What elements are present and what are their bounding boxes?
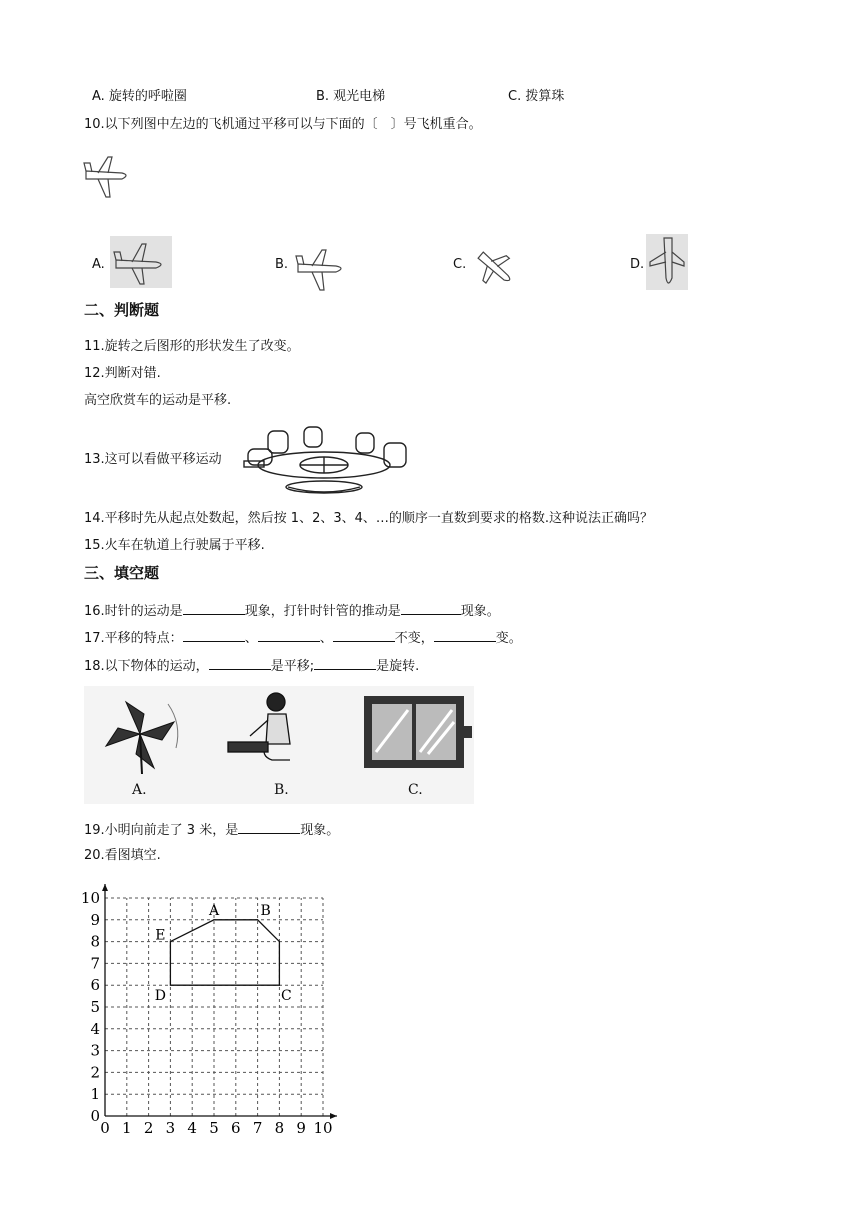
q17-part-a: 17.平移的特点：	[84, 631, 183, 646]
q10-text: 10.以下列图中左边的飞机通过平移可以与下面的〔 〕号飞机重合。	[84, 117, 482, 132]
point-label-c: C	[281, 988, 292, 1005]
airplane-option-d-icon	[646, 234, 688, 290]
section-2-title: 二、判断题	[84, 301, 160, 319]
q16-part-c: 现象。	[460, 604, 500, 619]
q20-text: 20.看图填空.	[84, 848, 161, 863]
airplane-option-a-icon	[110, 236, 172, 288]
y-tick-label: 0	[90, 1107, 100, 1125]
q16-part-b: 现象，打针时针管的推动是	[244, 604, 401, 619]
q17-blank-1[interactable]	[183, 629, 245, 642]
section-3-title: 三、填空题	[84, 564, 160, 582]
q10-option-a-label: A.	[92, 257, 105, 272]
x-tick-label: 6	[231, 1119, 241, 1137]
q11-text: 11.旋转之后图形的形状发生了改变。	[84, 339, 300, 354]
q17-part-c: 变。	[495, 631, 522, 646]
q14-text: 14.平移时先从起点处数起，然后按 1、2、3、4、…的顺序一直数到要求的格数.这种说法正确吗？	[84, 511, 654, 526]
y-tick-label: 5	[90, 998, 100, 1016]
pinwheel-icon	[98, 694, 184, 774]
x-tick-label: 9	[296, 1119, 306, 1137]
x-tick-label: 8	[274, 1119, 285, 1137]
q19-part-b: 现象。	[300, 823, 340, 838]
x-tick-label: 10	[313, 1119, 333, 1137]
y-tick-label: 1	[90, 1085, 100, 1104]
point-label-d: D	[154, 988, 167, 1005]
coordinate-grid-figure	[70, 874, 350, 1142]
q16-blank-1[interactable]	[183, 602, 245, 615]
x-tick-label: 7	[252, 1119, 263, 1137]
y-tick-label: 4	[90, 1019, 100, 1038]
q18-part-c: 是旋转.	[376, 659, 420, 674]
q17-blank-4[interactable]	[434, 629, 496, 642]
carousel-ride-icon	[238, 425, 410, 499]
x-tick-label: 5	[209, 1119, 219, 1137]
q18-part-a: 18.以下物体的运动，	[84, 659, 209, 674]
y-tick-label: 9	[90, 910, 100, 929]
y-tick-label: 7	[90, 954, 100, 973]
q18-figure-panel	[84, 686, 474, 804]
q13-text: 13.这可以看做平移运动	[84, 452, 222, 467]
q19	[84, 821, 339, 839]
x-tick-label: 2	[143, 1119, 154, 1137]
y-tick-label: 8	[90, 932, 100, 951]
q17-sep-1: 、	[244, 631, 258, 646]
point-label-e: E	[155, 927, 166, 944]
q15-text: 15.火车在轨道上行驶属于平移.	[84, 538, 265, 553]
q12-text: 12.判断对错.	[84, 366, 161, 381]
q16-part-a: 16.时针的运动是	[84, 604, 183, 619]
y-tick-label: 10	[80, 889, 100, 907]
point-label-b: B	[260, 902, 271, 919]
x-tick-label: 1	[122, 1119, 132, 1137]
q19-blank[interactable]	[238, 821, 300, 834]
x-tick-label: 4	[187, 1119, 197, 1137]
q18	[84, 657, 419, 675]
child-pushing-toy-icon	[224, 690, 314, 774]
airplane-option-b-icon	[294, 246, 350, 294]
q16	[84, 602, 500, 620]
q19-part-a: 19.小明向前走了 3 米，是	[84, 823, 239, 838]
q9-option-a: A. 旋转的呼啦圈	[92, 89, 187, 104]
q18-label-b: B.	[274, 782, 289, 798]
q9-option-b: B. 观光电梯	[316, 89, 386, 104]
q17-blank-2[interactable]	[258, 629, 320, 642]
x-tick-label: 0	[100, 1119, 110, 1137]
q12-subtext: 高空欣赏车的运动是平移.	[84, 393, 232, 408]
q18-label-a: A.	[132, 782, 147, 798]
q17-blank-3[interactable]	[333, 629, 395, 642]
q17-sep-2: 、	[319, 631, 333, 646]
q9-option-c: C. 拨算珠	[508, 89, 565, 104]
x-tick-label: 3	[165, 1119, 176, 1137]
q18-part-b: 是平移;	[270, 659, 315, 674]
y-tick-label: 6	[90, 976, 100, 995]
y-tick-label: 2	[90, 1063, 100, 1082]
y-tick-label: 3	[90, 1041, 100, 1060]
q18-label-c: C.	[408, 782, 423, 798]
point-label-a: A	[208, 902, 220, 919]
q10-option-d-label: D.	[630, 257, 645, 272]
y-axis-arrow-icon	[102, 884, 108, 891]
q18-blank-2[interactable]	[314, 657, 376, 670]
q10-option-c-label: C.	[453, 257, 467, 272]
airplane-option-c-icon	[472, 244, 520, 292]
shape-polygon	[170, 920, 279, 985]
airplane-icon	[82, 153, 134, 201]
q17-part-b: 不变，	[394, 631, 434, 646]
q16-blank-2[interactable]	[401, 602, 461, 615]
sliding-window-icon	[362, 692, 472, 774]
q18-blank-1[interactable]	[209, 657, 271, 670]
q10-option-b-label: B.	[275, 257, 289, 272]
q17	[84, 629, 522, 647]
